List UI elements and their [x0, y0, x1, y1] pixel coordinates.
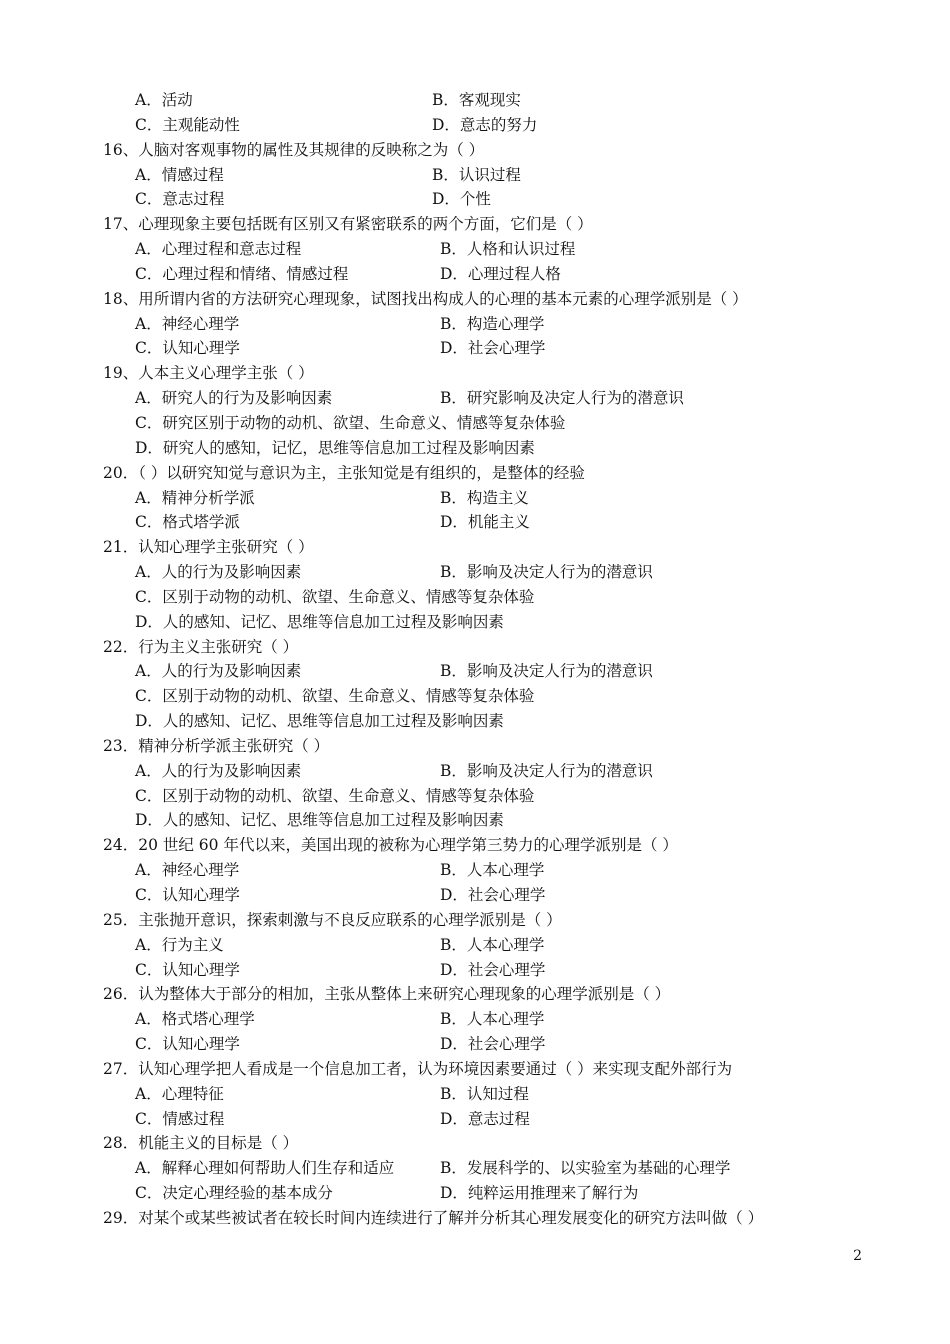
question-stem: 27．认知心理学把人看成是一个信息加工者，认为环境因素要通过（ ）来实现支配外部行为 — [103, 1059, 733, 1078]
option-left: A．心理过程和意志过程 — [135, 240, 302, 259]
option-left: C．心理过程和情绪、情感过程 — [135, 264, 349, 283]
option-full: C．区别于动物的动机、欲望、生命意义、情感等复杂体验 — [135, 687, 535, 706]
option-row — [0, 1032, 950, 1057]
option-full: C．研究区别于动物的动机、欲望、生命意义、情感等复杂体验 — [135, 413, 566, 432]
question-stem: 28．机能主义的目标是（ ） — [103, 1134, 299, 1153]
option-left: A．精神分析学派 — [135, 488, 255, 507]
option-right: D．心理过程人格 — [440, 264, 561, 283]
option-row — [0, 113, 950, 138]
option-row — [0, 585, 950, 610]
option-left: C．意志过程 — [135, 190, 225, 209]
option-right: B．影响及决定人行为的潜意识 — [440, 662, 653, 681]
option-full: D．人的感知、记忆、思维等信息加工过程及影响因素 — [135, 712, 504, 731]
option-left: A．行为主义 — [135, 935, 224, 954]
option-left: A．神经心理学 — [135, 861, 240, 880]
option-left: C．主观能动性 — [135, 115, 240, 134]
option-right: B．人本心理学 — [440, 1010, 545, 1029]
option-left: C．决定心理经验的基本成分 — [135, 1184, 333, 1203]
option-row — [0, 883, 950, 908]
question-stem: 21．认知心理学主张研究（ ） — [103, 538, 314, 557]
option-right: D．社会心理学 — [440, 886, 546, 904]
option-right: B．认识过程 — [432, 165, 521, 184]
option-row — [0, 163, 950, 188]
option-row — [0, 1082, 950, 1107]
option-left: C．认知心理学 — [135, 960, 240, 979]
option-row — [0, 1107, 950, 1132]
question-stem: 29．对某个或某些被试者在较长时间内连续进行了解并分析其心理发展变化的研究方法叫做（ ） — [103, 1208, 764, 1227]
option-row — [0, 262, 950, 287]
option-right: D．意志的努力 — [432, 115, 538, 134]
option-left: C．认知心理学 — [135, 886, 240, 904]
option-row — [0, 759, 950, 784]
option-full: C．区别于动物的动机、欲望、生命意义、情感等复杂体验 — [135, 786, 535, 805]
option-row — [0, 560, 950, 585]
option-right: D．纯粹运用推理来了解行为 — [440, 1184, 639, 1203]
option-row — [0, 684, 950, 709]
question-stem: 23．精神分析学派主张研究（ ） — [103, 736, 330, 755]
option-right: B．发展科学的、以实验室为基础的心理学 — [440, 1159, 731, 1178]
option-left: C．格式塔学派 — [135, 513, 240, 532]
option-right: D．社会心理学 — [440, 960, 546, 979]
option-left: A．解释心理如何帮助人们生存和适应 — [135, 1159, 395, 1178]
question-stem: 16、人脑对客观事物的属性及其规律的反映称之为（ ） — [103, 140, 485, 159]
option-right: B．研究影响及决定人行为的潜意识 — [440, 389, 684, 408]
option-right: B．人本心理学 — [440, 861, 545, 880]
option-right: B．人本心理学 — [440, 935, 545, 954]
option-row — [0, 336, 950, 361]
option-left: C．情感过程 — [135, 1109, 225, 1128]
option-right: B．人格和认识过程 — [440, 240, 576, 259]
question-stem: 22．行为主义主张研究（ ） — [103, 637, 299, 656]
option-right: D．意志过程 — [440, 1109, 530, 1128]
option-row — [0, 808, 950, 833]
option-right: B．影响及决定人行为的潜意识 — [440, 761, 653, 780]
option-left: A．格式塔心理学 — [135, 1010, 255, 1029]
option-row — [0, 88, 950, 113]
option-left: A．情感过程 — [135, 165, 224, 184]
option-right: D．社会心理学 — [440, 1035, 546, 1054]
option-left: C．认知心理学 — [135, 339, 240, 358]
option-full: C．区别于动物的动机、欲望、生命意义、情感等复杂体验 — [135, 587, 535, 606]
option-row — [0, 958, 950, 983]
option-right: D．个性 — [432, 190, 491, 209]
option-right: B．客观现实 — [432, 91, 521, 109]
question-list — [0, 88, 950, 1231]
question-stem: 25．主张抛开意识，探索刺激与不良反应联系的心理学派别是（ ） — [103, 910, 562, 929]
option-right: D．机能主义 — [440, 513, 530, 532]
option-right: B．认知过程 — [440, 1084, 529, 1103]
option-row — [0, 237, 950, 262]
option-left: A．活动 — [135, 91, 193, 109]
option-row — [0, 436, 950, 461]
question-stem: 17、心理现象主要包括既有区别又有紧密联系的两个方面，它们是（ ） — [103, 215, 593, 234]
option-row — [0, 933, 950, 958]
question-stem: 26．认为整体大于部分的相加，主张从整体上来研究心理现象的心理学派别是（ ） — [103, 985, 671, 1004]
option-row — [0, 411, 950, 436]
option-row — [0, 610, 950, 635]
option-full: D．人的感知、记忆、思维等信息加工过程及影响因素 — [135, 612, 504, 631]
option-row — [0, 187, 950, 212]
option-left: A．研究人的行为及影响因素 — [135, 389, 333, 408]
option-row — [0, 386, 950, 411]
option-left: A．心理特征 — [135, 1084, 224, 1103]
option-row — [0, 659, 950, 684]
option-row — [0, 1007, 950, 1032]
question-stem: 20．（ ）以研究知觉与意识为主，主张知觉是有组织的，是整体的经验 — [103, 463, 585, 482]
option-row — [0, 784, 950, 809]
option-right: B．影响及决定人行为的潜意识 — [440, 563, 653, 582]
option-full: D．人的感知、记忆、思维等信息加工过程及影响因素 — [135, 811, 504, 830]
option-left: A．人的行为及影响因素 — [135, 761, 302, 780]
option-left: C．认知心理学 — [135, 1035, 240, 1054]
question-stem: 18、用所谓内省的方法研究心理现象，试图找出构成人的心理的基本元素的心理学派别是（ ） — [103, 289, 748, 308]
option-row — [0, 486, 950, 511]
page-number: 2 — [853, 1248, 862, 1264]
option-right: B．构造主义 — [440, 488, 529, 507]
option-row — [0, 510, 950, 535]
option-full: D．研究人的感知，记忆，思维等信息加工过程及影响因素 — [135, 438, 535, 457]
question-stem: 19、人本主义心理学主张（ ） — [103, 364, 314, 383]
option-row — [0, 858, 950, 883]
question-stem: 24．20 世纪 60 年代以来，美国出现的被称为心理学第三势力的心理学派别是（ ） — [103, 836, 678, 855]
option-left: A．人的行为及影响因素 — [135, 662, 302, 681]
option-left: A．人的行为及影响因素 — [135, 563, 302, 582]
option-left: A．神经心理学 — [135, 314, 240, 333]
option-row — [0, 1156, 950, 1181]
option-row — [0, 312, 950, 337]
option-right: D．社会心理学 — [440, 339, 546, 358]
option-right: B．构造心理学 — [440, 314, 545, 333]
option-row — [0, 709, 950, 734]
option-row — [0, 1181, 950, 1206]
